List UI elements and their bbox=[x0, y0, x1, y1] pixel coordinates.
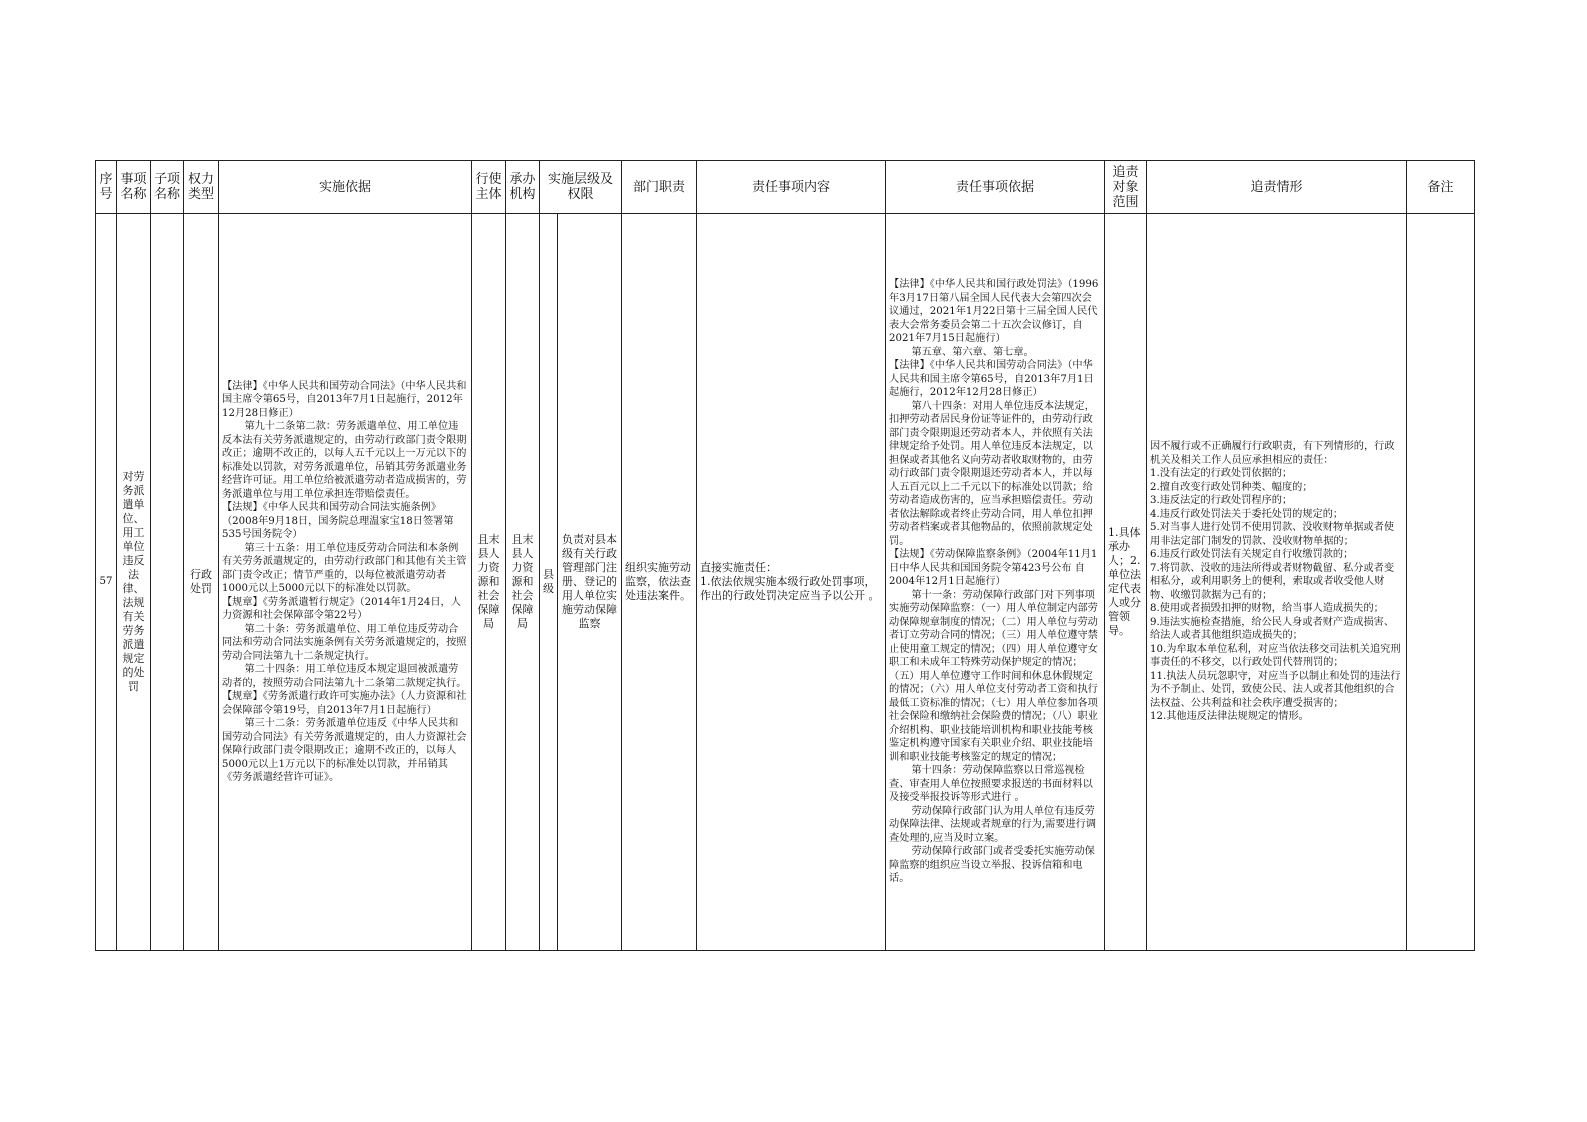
basis-item: 第二十条：劳务派遣单位、用工单位违反劳动合同法和劳动合同法实施条例有关劳务派遣规定的，按照劳动合同法第九十二条规定执行。 bbox=[222, 623, 467, 662]
resp-content-lines bbox=[700, 561, 882, 603]
situation-item: 7.将罚款、没收的违法所得或者财物截留、私分或者变相私分，或利用职务上的便利，索取或者收受他人财物、收缴罚款据为己有的； bbox=[1150, 562, 1395, 601]
resp-basis-item: 劳动保障行政部门或者受委托实施劳动保障监察的组织应当设立举报、投诉信箱和电话。 bbox=[889, 846, 1095, 885]
cell-power-type: 行政处罚 bbox=[184, 214, 219, 951]
cell-duty: 组织实施劳动监察，依法查处违法案件。 bbox=[622, 214, 697, 951]
header-power-type: 权力 类型 bbox=[184, 161, 219, 214]
resp-basis-item: 【法律】《中华人民共和国行政处罚法》（1996年3月17日第八届全国人民代表大会第四次会议通过，2021年1月22日第十三届全国人民代表大会常务委员会第二十五次会议修订，自2021年7月15日起施行） bbox=[889, 279, 1099, 345]
situation-item: 1.没有法定的行政处罚依据的； bbox=[1150, 468, 1293, 480]
resp-content-item: 直接实施责任： bbox=[700, 561, 778, 574]
basis-item: 【规章】《劳务派遣暂行规定》（2014年1月24日，人力资源和社会保障部令第22号） bbox=[222, 596, 461, 621]
header-org: 承办 机构 bbox=[506, 161, 540, 214]
header-duty: 部门职责 bbox=[622, 161, 697, 214]
situation-lines bbox=[1150, 440, 1403, 724]
basis-paragraphs bbox=[222, 380, 468, 785]
resp-basis-item: 劳动保障行政部门认为用人单位有违反劳动保障法律、法规或者规章的行为,需要进行调查处理的,应当及时立案。 bbox=[889, 805, 1097, 844]
situation-item: 2.擅自改变行政处罚种类、幅度的； bbox=[1150, 481, 1313, 493]
cell-basis bbox=[219, 214, 472, 951]
resp-basis-item: 第五章、第六章、第七章。 bbox=[911, 346, 1034, 358]
basis-item: 【法律】《中华人民共和国劳动合同法》（中华人民共和国主席令第65号，自2013年7月1日起施行，2012年12月28日修正） bbox=[222, 380, 467, 419]
situation-item: 4.违反行政处罚法关于委托处罚的规定的； bbox=[1150, 508, 1344, 520]
responsibility-table bbox=[95, 160, 1475, 951]
resp-basis-paragraphs bbox=[889, 278, 1101, 886]
resp-content-item: 1.依法依规实施本级行政处罚事项，作出的行政处罚决定应当予以公开 。 bbox=[700, 575, 880, 602]
basis-item: 【法规】《中华人民共和国劳动合同法实施条例》（2008年9月18日，国务院总理温家宝18日签署第535号国务院令） bbox=[222, 502, 454, 540]
basis-item: 第三十五条：用工单位违反劳动合同法和本条例有关劳务派遣规定的，由劳动行政部门和其他有关主管部门责令改正；情节严重的，以每位被派遣劳动者1000元以上5000元以下的标准处以罚款。 bbox=[222, 542, 467, 594]
cell-note bbox=[1407, 214, 1475, 951]
header-level: 实施层级及 权限 bbox=[540, 161, 622, 214]
header-seq: 序 号 bbox=[96, 161, 117, 214]
cell-sub-name bbox=[151, 214, 184, 951]
resp-basis-item: 【法规】《劳动保障监察条例》（2004年11月1日中华人民共和国国务院令第423号公布 自2004年12月1日起施行） bbox=[889, 549, 1098, 588]
header-note: 备注 bbox=[1407, 161, 1475, 214]
header-subject: 行使 主体 bbox=[472, 161, 506, 214]
situation-item: 5.对当事人进行处罚不使用罚款、没收财物单据或者使用非法定部门制发的罚款、没收财物单据的； bbox=[1150, 522, 1395, 547]
situation-item: 因不履行或不正确履行行政职责，有下列情形的，行政机关及相关工作人员应承担相应的责任： bbox=[1150, 441, 1395, 466]
situation-item: 6.违反行政处罚法有关规定自行收缴罚款的； bbox=[1150, 549, 1354, 561]
cell-seq: 57 bbox=[96, 214, 117, 951]
header-scope: 追责 对象 范围 bbox=[1105, 161, 1147, 214]
cell-subject: 且末县人力资源和社会保障局 bbox=[472, 214, 506, 951]
basis-item: 【规章】《劳务派遣行政许可实施办法》（人力资源和社会保障部令第19号，自2013年7月1日起施行） bbox=[222, 691, 467, 716]
basis-item: 第九十二条第二款：劳务派遣单位、用工单位违反本法有关劳务派遣规定的，由劳动行政部门责令限期改正；逾期不改正的，以每人五千元以上一万元以下的标准处以罚款，对劳务派遣单位，吊销其劳务派遣业务经营许可证。用工单位给被派遣劳动者造成损害的，劳务派遣单位与用工单位承担连带赔偿责任。 bbox=[222, 421, 467, 500]
table-row bbox=[96, 214, 1475, 951]
basis-item: 第二十四条：用工单位违反本规定退回被派遣劳动者的，按照劳动合同法第九十二条第二款规定执行。 bbox=[222, 664, 467, 689]
cell-item-name: 对劳务派遣单位、用工单位违反法律、法规有关劳务派遣规定的处罚 bbox=[117, 214, 151, 951]
header-item-name: 事项 名称 bbox=[117, 161, 151, 214]
cell-resp-basis bbox=[886, 214, 1105, 951]
header-situation: 追责情形 bbox=[1147, 161, 1407, 214]
situation-item: 8.使用或者损毁扣押的财物，给当事人造成损失的； bbox=[1150, 603, 1384, 615]
cell-authority: 负责对县本级有关行政管理部门注册、登记的用人单位实施劳动保障监察 bbox=[558, 214, 622, 951]
resp-basis-item: 【法律】《中华人民共和国劳动合同法》（中华人民共和国主席令第65号，自2013年7月1日起施行，2012年12月28日修正） bbox=[889, 360, 1094, 399]
situation-item: 3.违反法定的行政处罚程序的； bbox=[1150, 495, 1293, 507]
header-sub-name: 子项 名称 bbox=[151, 161, 184, 214]
resp-basis-item: 第十一条：劳动保障行政部门对下列事项实施劳动保障监察：（一）用人单位制定内部劳动保障规章制度的情况；（二）用人单位与劳动者订立劳动合同的情况；（三）用人单位遵守禁止使用童工规定的情况；（四）用人单位遵守女职工和未成年工特殊劳动保护规定的情况；（五）用人单位遵守工作时间和休息休假规定的情况；（六）用人单位支付劳动者工资和执行最低工资标准的情况；（七）用人单位参加各项社会保险和缴纳社会保险费的情况；（八）职业介绍机构、职业技能培训机构和职业技能考核鉴定机构遵守国家有关职业介绍、职业技能培训和职业技能考核鉴定的规定的情况； bbox=[889, 589, 1098, 763]
header-resp-basis: 责任事项依据 bbox=[886, 161, 1105, 214]
situation-item: 11.执法人员玩忽职守，对应当予以制止和处罚的违法行为不予制止、处罚，致使公民、法人或者其他组织的合法权益、公共利益和社会秩序遭受损害的； bbox=[1150, 670, 1401, 709]
resp-basis-item: 第十四条：劳动保障监察以日常巡视检查、审查用人单位按照要求报送的书面材料以及接受举报投诉等形式进行 。 bbox=[889, 765, 1093, 804]
basis-item: 第三十二条：劳务派遣单位违反《中华人民共和国劳动合同法》有关劳务派遣规定的，由人力资源社会保障行政部门责令限期改正；逾期不改正的，以每人5000元以上1万元以下的标准处以罚款，并吊销其《劳务派遣经营许可证》。 bbox=[222, 718, 467, 783]
header-resp-content: 责任事项内容 bbox=[697, 161, 886, 214]
header-row bbox=[96, 161, 1475, 214]
cell-resp-content bbox=[697, 214, 886, 951]
cell-scope: 1.具体承办人；2.单位法定代表人或分管领导。 bbox=[1105, 214, 1147, 951]
cell-org: 且末县人力资源和社会保障局 bbox=[506, 214, 540, 951]
situation-item: 12.其他违反法律法规规定的情形。 bbox=[1150, 711, 1309, 723]
cell-level: 县级 bbox=[540, 214, 558, 951]
situation-item: 9.违法实施检查措施，给公民人身或者财产造成损害、给法人或者其他组织造成损失的； bbox=[1150, 616, 1395, 642]
cell-situation bbox=[1147, 214, 1407, 951]
situation-item: 10.为牟取本单位私利，对应当依法移交司法机关追究刑事责任的不移交，以行政处罚代替刑罚的； bbox=[1150, 643, 1401, 669]
header-basis: 实施依据 bbox=[219, 161, 472, 214]
resp-basis-item: 第八十四条：对用人单位违反本法规定，扣押劳动者居民身份证等证件的，由劳动行政部门责令限期退还劳动者本人，并依照有关法律规定给予处罚。用人单位违反本法规定，以担保或者其他名义向劳动者收取财物的，由劳动行政部门责令限期退还劳动者本人，并以每人五百元以上二千元以下的标准处以罚款；给劳动者造成伤害的，应当承担赔偿责任。劳动者依法解除或者终止劳动合同，用人单位扣押劳动者档案或者其他物品的，依照前款规定处罚。 bbox=[889, 400, 1095, 547]
